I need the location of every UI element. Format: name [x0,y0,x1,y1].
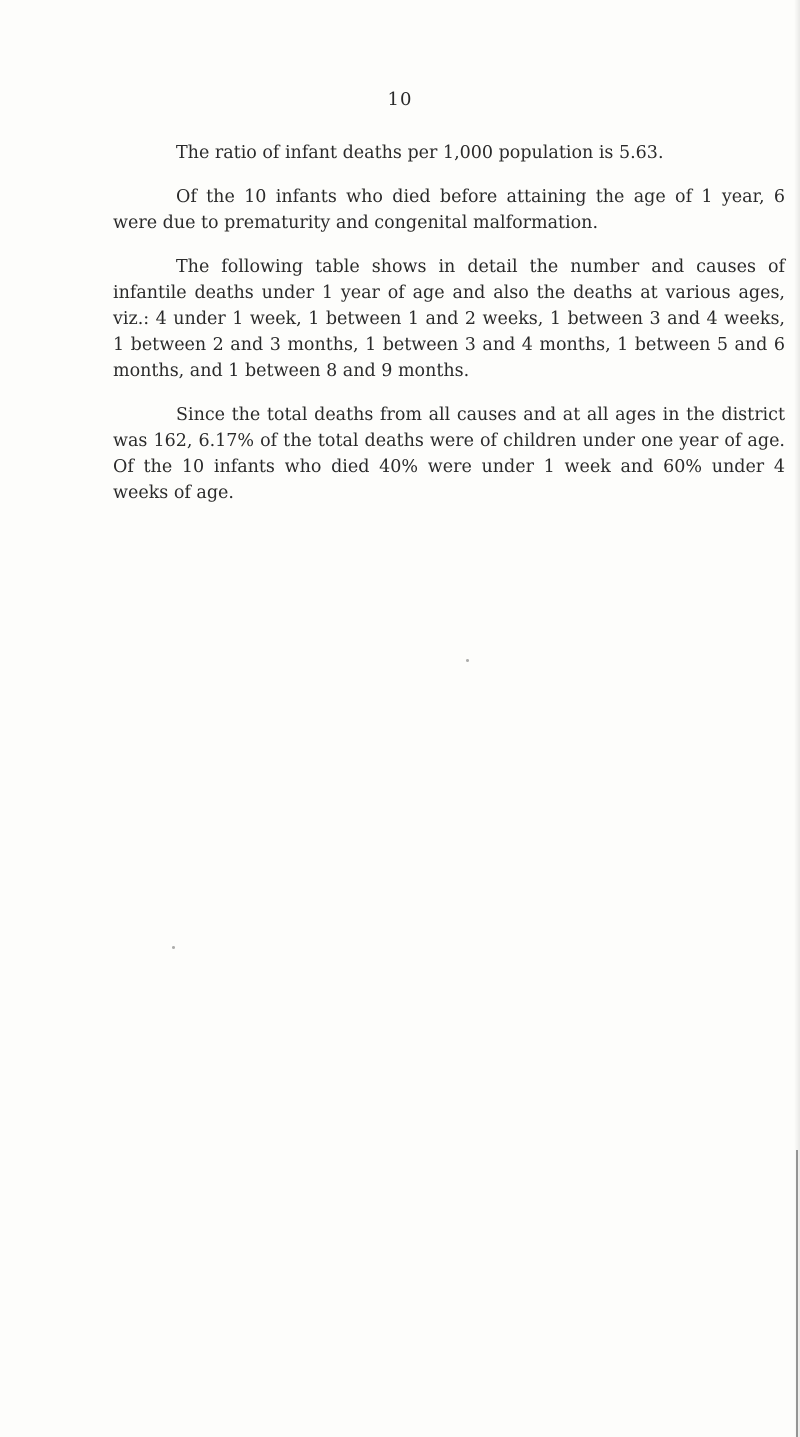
scan-speck [172,946,175,949]
page-number: 10 [387,89,413,110]
paragraph-age-breakdown: The following table shows in detail the number and causes of infantile deaths under 1 year of age and also the deaths at various ages, viz.: 4 under 1 week, 1 between 1 and 2 weeks, 1 between 3 and 4 weeks, 1 between 2 and 3 months, 1 between 3 and 4 months, 1 between 5 and 6 months, and 1 between 8 and 9 months. [113,257,785,381]
scan-edge-line [796,1150,798,1437]
body-text [113,140,785,524]
paragraph-total-deaths: Since the total deaths from all causes and at all ages in the district was 162, 6.17% of the total deaths were of children under one year of age. Of the 10 infants who died 40% were under 1 week and 60% under 4 weeks of age. [113,405,785,503]
paragraph-causes-summary: Of the 10 infants who died before attaining the age of 1 year, 6 were due to prematurity and congenital malformation. [113,187,785,233]
scan-speck [466,659,469,662]
paragraph-infant-death-ratio: The ratio of infant deaths per 1,000 population is 5.63. [176,143,664,163]
